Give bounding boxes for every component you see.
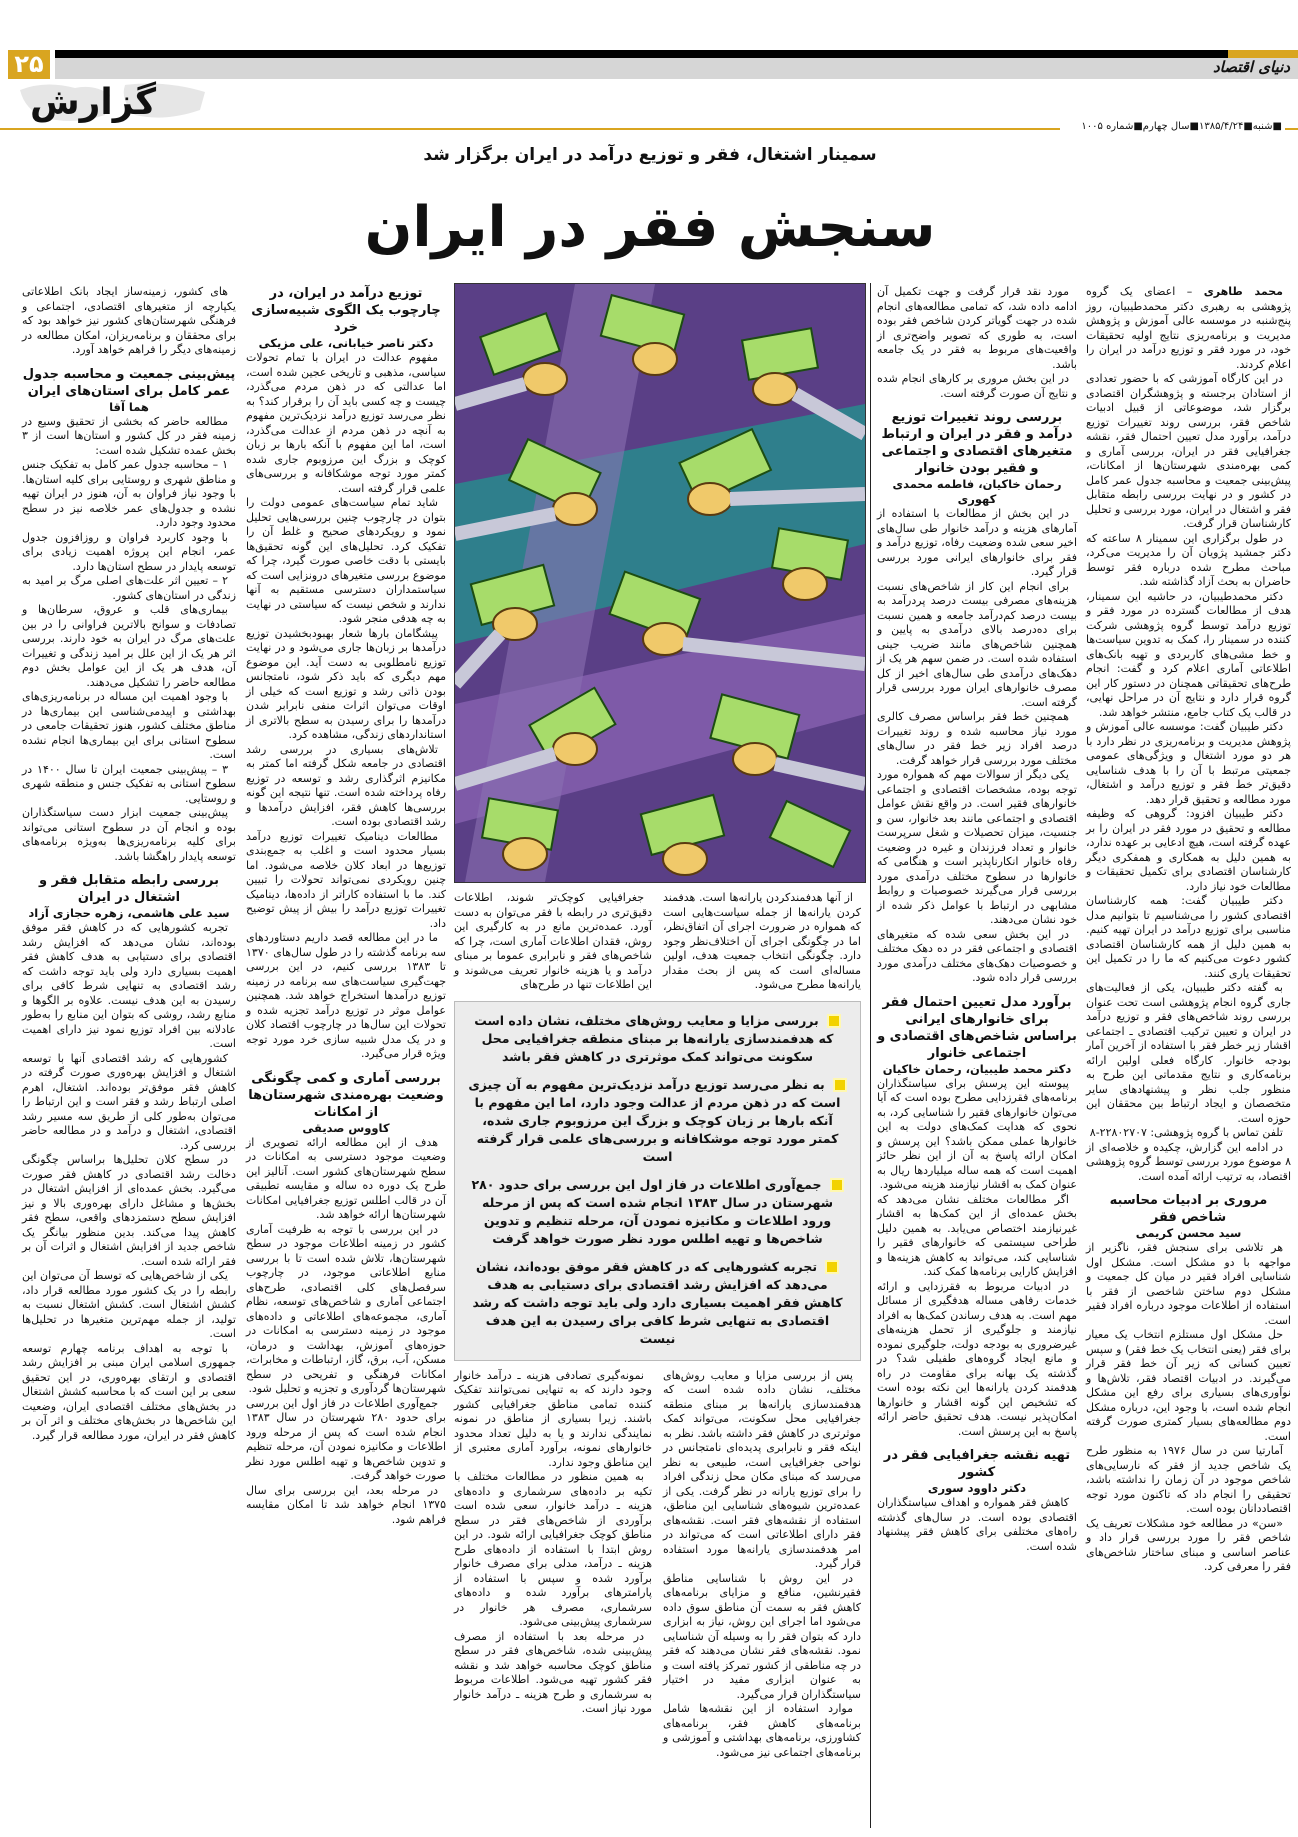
paragraph: مطالعات دینامیک تغییرات توزیع درآمد بسیار محدود است و اغلب به جمع‌بندی توزیع‌ها در ابعاد کلان خلاصه می‌شود. اما چنین رویکردی نمی‌تواند تحولات را تبیین کند. ما با استفاده کاراتر از داده‌ها، دینامیک تغییرات توزیع درآمد را بیش از پیش توضیح داد. bbox=[246, 829, 446, 930]
byline: کاووس صدیقی bbox=[302, 1120, 390, 1135]
paragraph: آمارتیا سن در سال ۱۹۷۶ به منظور طرح یک شاخص جدید از فقر که نارسایی‌های شاخص موجود در آن زمان را نداشته باشد، تحقیقی را انجام داد که تاکنون مورد توجه اقتصاددانان بوده است. bbox=[1086, 1444, 1291, 1515]
paragraph: در ادبیات مربوط به فقرزدایی و ارائه خدمات رفاهی مساله هدفگیری از مسائل مهم است. به هدف رساندن کمک‌ها به افراد نیازمند و جلوگیری از تحمل هزینه‌های غیرضروری به بودجه دولت، جلوگیری نموده و مانع ایجاد گروه‌های طفیلی شد؟ در گذشته یک بهانه برای مقاومت در راه هدفمند کردن یارانه‌ها این نکته بوده است که تشخیص این گونه اقشار و خانوارها امکان‌پذیر نیست. هدف تحقیق حاضر ارائه پاسخ به این پرسش است. bbox=[877, 1279, 1077, 1438]
paragraph: شاید تمام سیاست‌های عمومی دولت را بتوان در چارچوب چنین بررسی‌هایی تحلیل نمود و رویکردهای صحیح و غلط آن را تفکیک کرد. تحلیل‌های این گونه تحقیق‌ها بایستی با دقت خاصی صورت گیرد، چرا که موضوع بررسی متغیرهای درونزایی است که سیاستمداران دسترسی مستقیم به آنها ندارند و شخص نیست که سیاستی در نهایت به چه هدفی منجر شود. bbox=[246, 496, 446, 625]
pull-quote: تجربه کشورهایی که در کاهش فقر موفق بوده‌اند، نشان می‌دهد که افزایش رشد اقتصادی برای دستیابی به هدف کاهش فقر اهمیت بسیاری دارد ولی باید توجه داشت که رشد اقتصادی به تنهایی شرط کافی برای رسیدن به این هدف نیست bbox=[472, 1258, 843, 1346]
bullet-square-icon bbox=[825, 1260, 839, 1274]
paragraph: دکتر طیبیان افزود: گروهی که وظیفه مطالعه و تحقیق در مورد فقر در ایران را بر عهده گرفته است، هیچ ادعایی بر عهده ندارد، به همین دلیل به همکاری و همفکری دیگر کارشناسان اقتصادی برای تکمیل تحقیقات و مطالعات خود نیاز دارد. bbox=[1086, 807, 1291, 893]
paragraph: در این روش با شناسایی مناطق فقیرنشین، منافع و مزایای برنامه‌های کاهش فقر به سمت آن مناطق سوق داده می‌شود اما اجرای این روش، نیاز به ابزاری دارد که بتوان فقر را به وسیله آن شناسایی نمود. نقشه‌های فقر نشان می‌دهند که فقر در چه مناطقی از کشور تمرکز یافته است و به عنوان ابزاری مفید در اختیار سیاستگذاران قرار می‌گیرد. bbox=[663, 1571, 861, 1701]
byline: دکتر ناصر خیابانی، علی مزیکی bbox=[258, 336, 434, 350]
paragraph: پیوسته این پرسش برای سیاستگذاران برنامه‌های فقرزدایی مطرح بوده است که آیا می‌توان خانوارهای فقیر را شناسایی کرد، به نحوی که هدایت کمک‌های دولت به این خانوارها عملی ممکن باشد؟ این پرسش و امکان ارائه پاسخ به آن از این نظر حائز اهمیت است که همه ساله میلیاردها ریال به عنوان کمک به اقشار نیازمند هزینه می‌شود. bbox=[877, 1076, 1077, 1191]
header-divider bbox=[0, 128, 1060, 130]
header-gold-tab bbox=[1228, 50, 1298, 58]
column-6 bbox=[22, 285, 236, 1443]
paragraph: تلاش‌های بسیاری در بررسی رشد اقتصادی در جامعه شکل گرفته اما کمتر به مکانیزم اثرگذاری رشد و توسعه در توزیع رفاه پرداخته شده است. تنها نتیجه این گونه بررسی‌ها کاهش فقر، افزایش درآمدها و رشد اقتصادی بوده است. bbox=[246, 742, 446, 828]
subheading: بررسی روند تغییرات توزیع درآمد و فقر در ایران و ارتباط متغیرهای اقتصادی و اجتماعی و فقیر بودن خانوار bbox=[881, 410, 1073, 476]
paragraph: نمونه‌گیری تصادفی هزینه ـ درآمد خانوار وجود دارند که به تنهایی نمی‌توانند تفکیک کننده تمامی مناطق جغرافیایی کشور باشند. زیرا بسیاری از مناطق در نمونه نمایندگی ندارند و یا به دلیل تعداد محدود خانوارهای نمونه، برآورد آماری معتبری از این مناطق وجود ندارد. bbox=[454, 1368, 652, 1469]
paragraph: در این بخش از مطالعات با استفاده از آمارهای هزینه و درآمد خانوار طی سال‌های اخیر سعی شده وضعیت رفاه، توزیع درآمد و فقر برای خانوارهای ایرانی مورد بررسی قرار گیرد. bbox=[877, 507, 1077, 578]
pull-quote: به نظر می‌رسد توزیع درآمد نزدیک‌ترین مفهوم به آن چیزی است که در ذهن مردم از عدالت وجود دارد، اما این مفهوم با آنکه بارها بر زبان کوچک و بزرگ این مرزوبوم جاری شده، کمتر مورد توجه موشکافانه و بررسی‌های علمی قرار گرفته است bbox=[467, 1076, 848, 1166]
paragraph: در این بررسی با توجه به ظرفیت آماری کشور در زمینه اطلاعات موجود در سطح شهرستان‌ها، تلاش شده است تا با بررسی منابع اطلاعاتی موجود، در چارچوب سرفصل‌های کلی اقتصادی، طرح‌های اجتماعی آماری و شاخص‌های توسعه، نظام آماری، مجموعه‌های اطلاعاتی و داده‌های موجود در زمینه دسترسی به امکانات در حوزه‌های آموزش، بهداشت و درمان، مسکن، آب، برق، گاز، ارتباطات و مخابرات، امکانات فرهنگی و تفریحی در سطح شهرستان‌ها گردآوری و تجزیه و تحلیل شود. bbox=[246, 1222, 446, 1395]
paragraph: حل مشکل اول مستلزم انتخاب یک معیار برای فقر (یعنی انتخاب یک خط فقر) و سپس تعیین کسانی که زیر آن خط فقر قرار می‌گیرند. در ادبیات اقتصاد فقر، تلاش‌ها و نوآوری‌های بسیاری برای رفع این مشکل انجام شده است، با وجود این، درباره مشکل دوم مطالعه‌های بسیار کمتری صورت گرفته است. bbox=[1086, 1328, 1291, 1443]
money-hands-icon bbox=[455, 284, 865, 882]
byline: هما آقا bbox=[109, 399, 149, 414]
subheading: پیش‌بینی جمعیت و محاسبه جدول عمر کامل برای استان‌های ایران bbox=[22, 366, 236, 399]
paragraph: جمع‌آوری اطلاعات در فاز اول این بررسی برای حدود ۲۸۰ شهرستان در سال ۱۳۸۳ انجام شده است که پس از مرحله ورود اطلاعات و مکانیزه نمودن آن، مرحله تنظیم و تدوین شاخص‌ها و تهیه اطلس مورد نظر صورت خواهد گرفت. bbox=[246, 1396, 446, 1482]
subheading: برآورد مدل تعیین احتمال فقر برای خانوارهای ایرانی براساس شاخص‌های اقتصادی و اجتماعی خانوار bbox=[877, 994, 1077, 1061]
center-columns-bottom bbox=[454, 1369, 861, 1761]
byline: سید محسن کریمی bbox=[1135, 1226, 1242, 1240]
article-title: سنجش فقر در ایران bbox=[364, 195, 936, 260]
paragraph: در این بخش مروری بر کارهای انجام شده و نتایج آن صورت گرفته است. bbox=[877, 372, 1077, 400]
paragraph: مفهوم عدالت در ایران با تمام تحولات سیاسی، مذهبی و تاریخی عجین شده است، اما عدالتی که در ذهن مردم می‌گذرد، چیست و چه کسی باید آن را برقرار کند؟ به نظر می‌رسد توزیع درآمد نزدیک‌ترین مفهوم به آنچه در ذهن مردم از عدالت می‌گذرد، است، اما این مفهوم با آنکه بارها بر زبان کوچک و بزرگ این مرزوبوم جاری شده کمتر مورد توجه موشکافانه و بررسی‌های علمی قرار گرفته است. bbox=[246, 351, 446, 495]
paragraph: همچنین خط فقر براساس مصرف کالری مورد نیاز محاسبه شده و روند تغییرات درصد افراد زیر خط فقر در سال‌های مختلف مورد بررسی قرار خواهد گرفت. bbox=[877, 710, 1077, 767]
paragraph: محمد طاهری – اعضای یک گروه پژوهشی به رهبری دکتر محمدطیبیان، روز پنج‌شنبه در موسسه عالی آموزش و پژوهش مدیریت و برنامه‌ریزی نتایج اولیه تحقیقات خود، در مورد فقر و توزیع درآمد در ایران را اعلام کردند. bbox=[1086, 285, 1291, 371]
paragraph: مطالعه حاضر که بخشی از تحقیق وسیع در زمینه فقر در کل کشور و استان‌ها است از ۳ بخش عمده تشکیل شده است: bbox=[22, 414, 236, 457]
paragraph: با توجه به اهداف برنامه چهارم توسعه جمهوری اسلامی ایران مبنی بر افزایش رشد اقتصادی و ارتقای بهره‌وری، در این تحقیق سعی بر این است که با محاسبه کشش اشتغال در بخش‌های مختلف اقتصادی ایران، وضعیت این شاخص‌ها در بخش‌های مختلف و اثر آن بر کاهش فقر در ایران، مورد مطالعه قرار گیرد. bbox=[22, 1341, 236, 1442]
page-number: ۲۵ bbox=[8, 50, 50, 79]
paragraph: در این کارگاه آموزشی که با حضور تعدادی از استادان برجسته و پژوهشگران اقتصادی برگزار شد، موضوعاتی از قبیل ادبیات شاخص فقر، بررسی روند تغییرات توزیع درآمد، برآورد مدل تعیین احتمال فقر، نقشه جغرافیایی فقر در ایران، بررسی آماری و کمی بهره‌مندی شهرستان‌ها از امکانات، پیش‌بینی جمعیت و محاسبه جدول عمر کامل در کشور و در نهایت بررسی رابطه متقابل فقر و اشتغال در ایران، مورد بررسی و تحلیل کارشناسان قرار گرفت. bbox=[1086, 372, 1291, 530]
section-title: گزارش bbox=[30, 82, 157, 123]
paragraph: از آنها هدفمندکردن یارانه‌ها است. هدفمند کردن یارانه‌ها از جمله سیاست‌هایی است که همواره در ضرورت اجرای آن اتفاق‌نظر، اما در چگونگی اجرای آن اختلاف‌نظر وجود دارد. چگونگی انتخاب جمعیت هدف، اولین مساله‌ای است که پس از بحث مقدار یارانه‌ها مطرح می‌شود. bbox=[663, 891, 861, 991]
byline: دکتر محمد طیبیان، رحمان خاکیان bbox=[882, 1061, 1072, 1076]
paragraph: در طول برگزاری این سمینار ۸ ساعته که دکتر جمشید پژویان آن را مدیریت می‌کرد، مباحث مطرح شده درباره فقر توسط حاضران به بحث آزاد گذاشته شد. bbox=[1086, 531, 1291, 588]
paragraph: دکتر محمدطیبیان، در حاشیه این سمینار، هدف از مطالعات گسترده در مورد فقر و توزیع درآمد توسط گروه پژوهشی شرکت کننده در سمینار را، کمک به تدوین سیاست‌ها و خط مشی‌های کاربردی و تهیه بانک‌های اطلاعاتی آماری اعلام کرد و گفت: انجام طرح‌های تحقیقاتی همچنان در دستور کار این گروه قرار دارد و نتایج آن در مراحل نهایی، در قالب یک کتاب جامع، منتشر خواهد شد. bbox=[1086, 589, 1291, 719]
column-1 bbox=[1086, 285, 1291, 1575]
dateline: ■شنبه■۱۳۸۵/۴/۲۴■سال چهارم■شماره ۱۰۰۵ bbox=[1081, 121, 1282, 132]
paragraph: در مرحله بعد با استفاده از مصرف پیش‌بینی شده، شاخص‌های فقر در سطح مناطق کوچک محاسبه خواهد شد و نقشه فقر کشور تهیه می‌شود. اطلاعات مربوط به سرشماری و طرح هزینه ـ درآمد خانوار مورد نیاز است. bbox=[454, 1629, 652, 1715]
center-columns-top bbox=[454, 891, 861, 993]
pull-quote-box bbox=[454, 1001, 861, 1361]
paragraph: «سن» در مطالعه خود مشکلات تعریف یک شاخص فقر را مورد بررسی قرار داد و عناصر اساسی و مبنای ساختار شاخص‌های فقر را معرفی کرد. bbox=[1086, 1516, 1291, 1573]
paragraph: پیش‌بینی جمعیت ابزار دست سیاستگذاران بوده و انجام آن در سطوح استانی می‌تواند برای کلیه برنامه‌ریزی‌ها به‌ویژه برنامه‌های توسعه پایدار راهگشا باشد. bbox=[22, 806, 236, 863]
byline: دکتر داوود سوری bbox=[927, 1481, 1027, 1495]
bullet-square-icon bbox=[827, 1014, 841, 1028]
paragraph: یکی دیگر از سوالات مهم که همواره مورد توجه بوده، مشخصات اقتصادی و اجتماعی خانوارهای فقیر است. در واقع نقش عوامل اقتصادی و اجتماعی مانند بعد خانوار، سن و جنسیت، میزان تحصیلات و شغل سرپرست خانوار و تعداد فرزندان و غیره در وضعیت رفاه خانوار انکارناپذیر است و هنگامی که خانوارها در سطوح مختلف درآمدی مورد بررسی قرار می‌گیرند خصوصیات و روابط مشابهی در ارتباط با عوامل ذکر شده از خود نشان می‌دهند. bbox=[877, 768, 1077, 926]
byline: رحمان خاکیان، فاطمه محمدی کهوری bbox=[892, 477, 1062, 506]
subheading: تهیه نقشه جغرافیایی فقر در کشور bbox=[883, 1448, 1071, 1480]
paragraph: ۲ – تعیین اثر علت‌های اصلی مرگ بر امید به زندگی در استان‌های کشور. bbox=[22, 574, 236, 602]
paragraph: به همین منظور در مطالعات مختلف با تکیه بر داده‌های سرشماری و داده‌های هزینه ـ درآمد خانوار، سعی شده است برآوردی از شاخص‌های فقر در سطح مناطق کوچک جغرافیایی ارائه شود. در این روش ابتدا با استفاده از داده‌های طرح هزینه ـ درآمد، مدلی برای مصرف خانوار برآورد شده و سپس با استفاده از پارامترهای برآورد شده و داده‌های سرشماری، مصرف هر خانوار در سرشماری پیش‌بینی می‌شود. bbox=[454, 1470, 652, 1628]
header-gray-bar bbox=[55, 58, 1298, 79]
paragraph: اگر مطالعات مختلف نشان می‌دهد که بخش عمده‌ای از این کمک‌ها به اقشار غیرنیازمند اختصاص می‌یابد. به همین دلیل طراحی سیستمی که خانوارهای فقیر را شناسایی کند، می‌تواند به کاهش هزینه‌ها و افزایش کارایی برنامه‌ها کمک کند. bbox=[877, 1192, 1077, 1278]
paragraph: جغرافیایی کوچک‌تر شوند، اطلاعات دقیق‌تری در رابطه با فقر می‌توان به دست آورد. عمده‌ترین مانع در به کارگیری این روش، فقدان اطلاعات آماری است، چرا که شاخص‌های فقر و نابرابری عموما بر مبنای درآمد و یا هزینه خانوار تعریف می‌شوند و این اطلاعات تنها در طرح‌های bbox=[454, 891, 652, 991]
pull-quote: بررسی مزایا و معایب روش‌های مختلف، نشان داده است که هدفمندسازی یارانه‌ها بر مبنای منطقه جغرافیایی محل سکونت می‌تواند کمک موثرتری در کاهش فقر باشد bbox=[467, 1012, 848, 1066]
paragraph: کاهش فقر همواره و اهداف سیاستگذاران اقتصادی بوده است. در سال‌های گذشته راه‌های مختلفی برای کاهش فقر پیشنهاد شده است. bbox=[877, 1496, 1077, 1553]
paragraph: بیماری‌های قلب و عروق، سرطان‌ها و تصادفات و سوانح بالاترین فراوانی را در بین علت‌های مرگ در ایران به خود دارند. بررسی اثر هر یک از این علل بر امید زندگی و تغییرات آن، هدف هر یک از این عوامل بخش دوم مطالعه حاضر را تشکیل می‌دهند. bbox=[22, 603, 236, 689]
column-4-top bbox=[454, 891, 652, 993]
paragraph: مورد نقد قرار گرفت و جهت تکمیل آن ادامه داده شد، که تمامی مطالعه‌های انجام شده در جهت گویاتر کردن شاخص فقر بوده است، به طوری که تصویر واضح‌تری از واقعیت‌های مربوط به فقر در یک جامعه باشد. bbox=[877, 285, 1077, 371]
header-divider-end bbox=[1285, 128, 1298, 130]
column-divider bbox=[870, 283, 871, 1828]
paragraph: هدف از این مطالعه ارائه تصویری از وضعیت موجود دسترسی به امکانات در سطح شهرستان‌های کشور است. آنالیز این طرح یک دوره ده ساله و مقایسه تطبیقی آن در قالب اطلس توزیع جغرافیایی امکانات شهرستان‌ها ارائه خواهد شد. bbox=[246, 1135, 446, 1221]
column-2 bbox=[877, 285, 1077, 1554]
paragraph: در ادامه این گزارش، چکیده و خلاصه‌ای از ۸ موضوع مورد بررسی توسط گروه پژوهشی اقتصاد، به ترتیب ارائه آمده است. bbox=[1086, 1140, 1291, 1183]
paragraph: دکتر طیبیان گفت: موسسه عالی آموزش و پژوهش مدیریت و برنامه‌ریزی در نظر دارد با هر دو مورد اشتغال و ویژگی‌های عمومی جمعیتی مرتبط با آن را با هدف شناسایی دقیق‌تر خط فقر و توزیع درآمد و اشتغال، مورد مطالعه و تحقیق قرار دهد. bbox=[1086, 720, 1291, 806]
paragraph: کشورهایی که رشد اقتصادی آنها با توسعه اشتغال و افزایش بهره‌وری صورت گرفته در کاهش فقر موفق‌تر بوده‌اند. اشتغال، اهرم اصلی ارتباط رشد و فقر است و این ارتباط را می‌توان به‌طور کلی از طریق سه مسیر رشد اقتصادی، اشتغال و درآمد و در مطالعه حاضر بررسی کرد. bbox=[22, 1051, 236, 1152]
paragraph: پیشگامان بارها شعار بهبودبخشیدن توزیع درآمدها بر زبان‌ها جاری می‌شود و در نهایت توزیع نامطلوبی به دست آید. این موضوع مهم دیگری که باید ذکر شود، نامتجانس بودن ذاتی رشد و توزیع است که خیلی از اوقات می‌توان اثرات منفی نابرابر شدن درآمدها را برای رسیدن به سطح بالاتری از استانداردهای زندگی، مشاهده کرد. bbox=[246, 626, 446, 741]
subheading: بررسی رابطه متقابل فقر و اشتغال در ایران bbox=[39, 873, 219, 905]
paragraph: هر تلاشی برای سنجش فقر، ناگزیر از مواجهه با دو مشکل است. مشکل اول شناسایی افراد فقیر در میان کل جمعیت و مشکل دوم ساختن شاخصی از فقر با استفاده از اطلاعات موجود درباره افراد فقیر است. bbox=[1086, 1241, 1291, 1327]
paragraph: با وجود اهمیت این مساله در برنامه‌ریزی‌های بهداشتی و اپیدمی‌شناسی این بیماری‌ها در مناطق مختلف کشور، هنوز تحقیقات جامعی در سطوح استانی برای این بیماری‌ها انجام نشده است. bbox=[22, 690, 236, 761]
bullet-square-icon bbox=[833, 1078, 847, 1092]
paragraph: دکتر طیبیان گفت: همه کارشناسان اقتصادی کشور را می‌شناسیم تا بتوانیم مدل مناسبی برای توزیع درآمد در ایران تهیه کنیم. به همین دلیل از همه کارشناسان اقتصادی کشور دعوت می‌کنیم که ما را در تکمیل این تحقیقات یاری کنند. bbox=[1086, 894, 1291, 980]
subheading: توزیع درآمد در ایران، در چارچوب یک الگوی شبیه‌سازی خرد bbox=[251, 286, 441, 335]
paragraph: در سطح کلان تحلیل‌ها براساس چگونگی دخالت رشد اقتصادی در کاهش فقر صورت می‌گیرد. بخش عمده‌ای از افزایش اشتغال در بخش‌ها و مشاغل دارای بهره‌وری بالا و نیز افزایش سطح دستمزدهای واقعی، سطح فقر کاهش پیدا می‌کند. بدین منظور بیانگر یک شاخص جدید از افزایش اشتغال و اثرات آن بر فقر ارائه شده است. bbox=[22, 1153, 236, 1268]
subheading: بررسی آماری و کمی چگونگی وضعیت بهره‌مندی شهرستان‌ها از امکانات bbox=[248, 1070, 444, 1120]
newspaper-logo: دنیای اقتصاد bbox=[1212, 58, 1290, 76]
paragraph: ۱ – محاسبه جدول عمر کامل به تفکیک جنس و مناطق شهری و روستایی برای کلیه استان‌ها. با وجود نیاز فراوان به آن، هنوز در ایران تهیه نشده و جدول‌های عمر خلاصه نیز در سطح محدود وجود دارد. bbox=[22, 458, 236, 529]
paragraph: پس از بررسی مزایا و معایب روش‌های مختلف، نشان داده شده است که هدفمندسازی یارانه‌ها بر مبنای منطقه جغرافیایی محل سکونت، می‌تواند کمک موثرتری در کاهش فقر داشته باشد. نظر به اینکه فقر و نابرابری پدیده‌ای نامتجانس در نواحی جغرافیایی است، طبیعی به نظر می‌رسد که مبنای مکان محل زندگی افراد را برای توزیع یارانه در نظر گرفت. یکی از عمده‌ترین شیوه‌های شناسایی این مناطق، استفاده از نقشه‌های فقر است. نقشه‌های فقر دارای اطلاعاتی است که می‌تواند در امر هدفمندسازی یارانه‌ها مورد استفاده قرار گیرد. bbox=[663, 1368, 861, 1570]
paragraph: در مرحله بعد، این بررسی برای سال ۱۳۷۵ انجام خواهد شد تا امکان مقایسه فراهم شود. bbox=[246, 1483, 446, 1526]
byline: سید علی هاشمی، زهره حجازی آزاد bbox=[28, 906, 230, 920]
column-4-bottom bbox=[454, 1369, 652, 1761]
column-3-bottom bbox=[663, 1369, 861, 1761]
lead-author: محمد طاهری bbox=[1203, 285, 1283, 298]
illustration-hands-grabbing-money bbox=[454, 283, 866, 883]
paragraph: تجربه کشورهایی که در کاهش فقر موفق بوده‌اند، نشان می‌دهد که افزایش رشد اقتصادی برای دستیابی به هدف کاهش فقر اهمیت بسیاری دارد ولی باید توجه داشت که رشد اقتصادی به تنهایی شرط کافی برای رسیدن به این هدف نیست. علاوه بر الگوها و منابع رشد، روشی که بتوان این منابع را به‌طور عادلانه بین افراد توزیع نمود نیز دارای اهمیت است. bbox=[22, 921, 236, 1050]
column-3-top bbox=[663, 891, 861, 993]
paragraph: ۳ – پیش‌بینی جمعیت ایران تا سال ۱۴۰۰ در سطوح استانی به تفکیک جنس و منطقه شهری و روستایی. bbox=[22, 762, 236, 805]
column-5 bbox=[246, 285, 446, 1527]
bullet-square-icon bbox=[830, 1178, 844, 1192]
article-kicker: سمینار اشتغال، فقر و توزیع درآمد در ایران برگزار شد bbox=[423, 145, 877, 165]
header-black-bar bbox=[55, 50, 1298, 58]
paragraph: موارد استفاده از این نقشه‌ها شامل برنامه‌های کاهش فقر، برنامه‌های کشاورزی، برنامه‌های بهداشتی و آموزشی و برنامه‌های اجتماعی نیز می‌شود. bbox=[663, 1702, 861, 1759]
paragraph: برای انجام این کار از شاخص‌های نسبت هزینه‌های مصرفی بیست درصد پردرآمد به بیست درصد کم‌درآمد جامعه و همین نسبت برای ده‌درصد بالای درآمدی به پایین و همچنین شاخص‌های مانند ضریب جینی استفاده شده است. در ضمن سهم هر یک از دهک‌های درآمدی طی سال‌های اخیر از کل مصرف خانوارهای ایران مورد بررسی قرار گرفته است. bbox=[877, 579, 1077, 709]
paragraph: های کشور، زمینه‌ساز ایجاد بانک اطلاعاتی یکپارچه از متغیرهای اقتصادی، اجتماعی و فرهنگی شهرستان‌های کشور نیز خواهد بود که برای محققان و برنامه‌ریزان، امکان مطالعه در زمینه‌های دیگر را فراهم خواهد آورد. bbox=[22, 285, 236, 356]
paragraph: ما در این مطالعه قصد داریم دستاوردهای سه برنامه گذشته را در طول سال‌های ۱۳۷۰ تا ۱۳۸۳ بررسی کنیم، در این بررسی جهت‌گیری سیاست‌های سه برنامه در زمینه توزیع درآمدها استخراج خواهد شد. همچنین عوامل موثر در توزیع درآمد تجزیه شده و تحولات این سال‌ها در چارچوب اقتصاد کلان و در یک مدل شبیه سازی خرد مورد توجه ویژه قرار می‌گیرد. bbox=[246, 931, 446, 1060]
paragraph: با وجود کاربرد فراوان و روزافزون جدول عمر، انجام این پروژه اهمیت زیادی برای توسعه پایدار در سطح استان‌ها دارد. bbox=[22, 530, 236, 573]
paragraph: یکی از شاخص‌هایی که توسط آن می‌توان این رابطه را در یک کشور مورد مطالعه قرار داد، کشش اشتغال است. کشش اشتغال نسبت به تولید، از جمله مهم‌ترین متغیرها در تحلیل‌ها است. bbox=[22, 1269, 236, 1340]
center-columns bbox=[454, 891, 861, 1760]
paragraph: تلفن تماس با گروه پژوهشی: ۲۲۸۰۲۷۰۷-۸ bbox=[1089, 1126, 1283, 1139]
paragraph: در این بخش سعی شده که متغیرهای اقتصادی و اجتماعی فقر در ده دهک مختلف و خصوصیات دهک‌های مختلف درآمدی مورد بررسی قرار داده شود. bbox=[877, 927, 1077, 984]
pull-quote: جمع‌آوری اطلاعات در فاز اول این بررسی برای حدود ۲۸۰ شهرستان در سال ۱۳۸۳ انجام شده است که پس از مرحله ورود اطلاعات و مکانیزه نمودن آن، مرحله تنظیم و تدوین شاخص‌ها و تهیه اطلس مورد نظر صورت خواهد گرفت bbox=[467, 1176, 848, 1248]
subheading: مروری بر ادبیات محاسبه شاخص فقر bbox=[1109, 1193, 1268, 1225]
paragraph: به گفته دکتر طیبیان، یکی از فعالیت‌های جاری گروه انجام پژوهشی است تحت عنوان بررسی روند شاخص‌های فقر و توزیع درآمد در ایران و تعیین ترکیب اقتصادی ـ اجتماعی اقشار زیر خطر فقر با استفاده از آخرین آمار بودجه خانوار. کارگاه فعلی اولین ارائه برنامه‌کاری و نتایج مقدماتی این طرح به منظور جلب نظر و پیشنهادهای سایر متخصصان و ایجاد ارتباط بین محققان این حوزه است. bbox=[1086, 981, 1291, 1125]
